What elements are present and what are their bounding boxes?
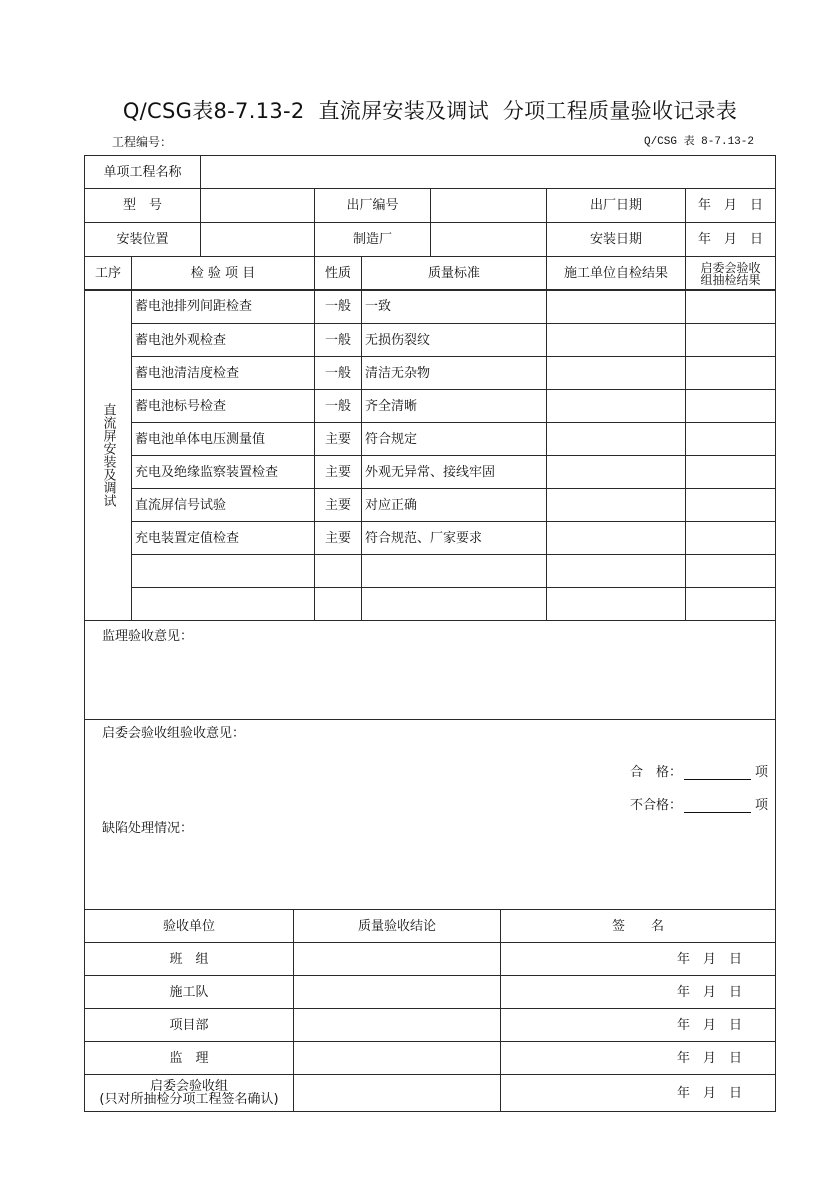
inspection-item bbox=[131, 554, 315, 588]
fail-count-row bbox=[630, 795, 768, 813]
inspection-standard bbox=[361, 587, 547, 621]
committee-opinion-label: 启委会验收组验收意见： bbox=[102, 726, 246, 741]
signoff-header-signature: 签 名 bbox=[500, 909, 776, 943]
inspection-item: 充电装置定值检查 bbox=[131, 521, 315, 555]
inspection-item: 蓄电池清洁度检查 bbox=[131, 356, 315, 390]
inspection-item: 蓄电池标号检查 bbox=[131, 389, 315, 423]
header-self-check-result: 施工单位自检结果 bbox=[546, 256, 686, 291]
self-check-result-cell bbox=[546, 356, 686, 390]
inspection-nature: 主要 bbox=[314, 488, 362, 522]
signoff-header-unit: 验收单位 bbox=[84, 909, 294, 943]
pass-unit: 项 bbox=[755, 765, 769, 780]
inspection-standard: 对应正确 bbox=[361, 488, 547, 522]
pass-count-blank bbox=[684, 765, 751, 780]
committee-check-result-cell bbox=[685, 356, 776, 390]
self-check-result-cell bbox=[546, 323, 686, 357]
header-inspection-item: 检 验 项 目 bbox=[131, 256, 315, 291]
inspection-item: 充电及绝缘监察装置检查 bbox=[131, 455, 315, 489]
self-check-result-cell bbox=[546, 554, 686, 588]
factory-number-value bbox=[430, 188, 547, 223]
header-process: 工序 bbox=[84, 256, 132, 291]
inspection-standard bbox=[361, 554, 547, 588]
inspection-item: 直流屏信号试验 bbox=[131, 488, 315, 522]
pass-count-row bbox=[630, 762, 768, 780]
install-date-label: 安装日期 bbox=[546, 222, 686, 257]
self-check-result-cell bbox=[546, 521, 686, 555]
header-committee-check-line-1: 启委会验收 bbox=[700, 260, 761, 275]
committee-opinion-section bbox=[84, 719, 776, 910]
inspection-item: 蓄电池单体电压测量值 bbox=[131, 422, 315, 456]
signoff-header-conclusion: 质量验收结论 bbox=[293, 909, 501, 943]
inspection-standard: 符合规范、厂家要求 bbox=[361, 521, 547, 555]
supervision-opinion-label: 监理验收意见： bbox=[102, 629, 194, 644]
signoff-conclusion-cell bbox=[293, 975, 501, 1009]
inspection-item bbox=[131, 587, 315, 621]
signoff-unit: 班 组 bbox=[84, 942, 294, 976]
model-value bbox=[200, 188, 315, 223]
signoff-unit: 施工队 bbox=[84, 975, 294, 1009]
committee-check-result-cell bbox=[685, 455, 776, 489]
committee-check-result-cell bbox=[685, 422, 776, 456]
signoff-conclusion-cell bbox=[293, 1008, 501, 1042]
committee-check-result-cell bbox=[685, 554, 776, 588]
signoff-unit: 监 理 bbox=[84, 1041, 294, 1075]
factory-date-value: 年 月 日 bbox=[685, 188, 776, 223]
inspection-item: 蓄电池外观检查 bbox=[131, 323, 315, 357]
inspection-nature: 一般 bbox=[314, 323, 362, 357]
sub-project-name-label: 单项工程名称 bbox=[84, 155, 201, 189]
inspection-nature: 主要 bbox=[314, 521, 362, 555]
header-committee-check-result bbox=[685, 256, 776, 291]
inspection-nature: 一般 bbox=[314, 389, 362, 423]
self-check-result-cell bbox=[546, 422, 686, 456]
signoff-date: 年 月 日 bbox=[500, 975, 776, 1009]
inspection-item: 蓄电池排列间距检查 bbox=[131, 289, 315, 324]
committee-check-result-cell bbox=[685, 521, 776, 555]
signoff-unit-line-2: (只对所抽检分项工程签名确认) bbox=[99, 1092, 279, 1107]
inspection-nature bbox=[314, 587, 362, 621]
committee-check-result-cell bbox=[685, 323, 776, 357]
signoff-unit bbox=[84, 1074, 294, 1112]
inspection-nature: 主要 bbox=[314, 455, 362, 489]
inspection-standard: 一致 bbox=[361, 289, 547, 324]
committee-check-result-cell bbox=[685, 587, 776, 621]
install-location-value bbox=[200, 222, 315, 257]
self-check-result-cell bbox=[546, 587, 686, 621]
process-cell bbox=[84, 289, 132, 621]
committee-check-result-cell bbox=[685, 289, 776, 324]
pass-label: 合 格： bbox=[630, 765, 683, 780]
signoff-conclusion-cell bbox=[293, 1041, 501, 1075]
committee-check-result-cell bbox=[685, 488, 776, 522]
inspection-nature: 主要 bbox=[314, 422, 362, 456]
self-check-result-cell bbox=[546, 488, 686, 522]
inspection-standard: 外观无异常、接线牢固 bbox=[361, 455, 547, 489]
inspection-standard: 符合规定 bbox=[361, 422, 547, 456]
defect-handling-label: 缺陷处理情况： bbox=[102, 821, 194, 836]
signoff-date: 年 月 日 bbox=[500, 1074, 776, 1112]
model-label: 型 号 bbox=[84, 188, 201, 223]
process-name: 直流屏安装及调试 bbox=[100, 403, 116, 507]
inspection-standard: 齐全清晰 bbox=[361, 389, 547, 423]
inspection-standard: 无损伤裂纹 bbox=[361, 323, 547, 357]
fail-count-blank bbox=[684, 798, 751, 813]
inspection-nature: 一般 bbox=[314, 289, 362, 324]
signoff-date: 年 月 日 bbox=[500, 1041, 776, 1075]
install-date-value: 年 月 日 bbox=[685, 222, 776, 257]
header-quality-standard: 质量标准 bbox=[361, 256, 547, 291]
document-title: Q/CSG表8-7.13-2 直流屏安装及调试 分项工程质量验收记录表 bbox=[122, 99, 738, 123]
manufacturer-value bbox=[430, 222, 547, 257]
inspection-nature bbox=[314, 554, 362, 588]
manufacturer-label: 制造厂 bbox=[314, 222, 431, 257]
form-code: Q/CSG 表 8-7.13-2 bbox=[643, 136, 754, 148]
self-check-result-cell bbox=[546, 289, 686, 324]
signoff-date: 年 月 日 bbox=[500, 1008, 776, 1042]
signoff-unit-line-1: 启委会验收组 bbox=[149, 1079, 228, 1094]
acceptance-record-table bbox=[84, 155, 776, 1112]
header-nature: 性质 bbox=[314, 256, 362, 291]
install-location-label: 安装位置 bbox=[84, 222, 201, 257]
sub-project-name-value bbox=[200, 155, 776, 189]
signoff-date: 年 月 日 bbox=[500, 942, 776, 976]
self-check-result-cell bbox=[546, 455, 686, 489]
supervision-opinion-section bbox=[84, 620, 776, 720]
header-committee-check-line-2: 组抽检结果 bbox=[700, 272, 761, 287]
fail-label: 不合格： bbox=[630, 798, 683, 813]
factory-number-label: 出厂编号 bbox=[314, 188, 431, 223]
factory-date-label: 出厂日期 bbox=[546, 188, 686, 223]
self-check-result-cell bbox=[546, 389, 686, 423]
committee-check-result-cell bbox=[685, 389, 776, 423]
signoff-conclusion-cell bbox=[293, 942, 501, 976]
project-number-label: 工程编号： bbox=[112, 135, 173, 149]
inspection-standard: 清洁无杂物 bbox=[361, 356, 547, 390]
signoff-unit: 项目部 bbox=[84, 1008, 294, 1042]
inspection-nature: 一般 bbox=[314, 356, 362, 390]
signoff-conclusion-cell bbox=[293, 1074, 501, 1112]
fail-unit: 项 bbox=[755, 798, 769, 813]
